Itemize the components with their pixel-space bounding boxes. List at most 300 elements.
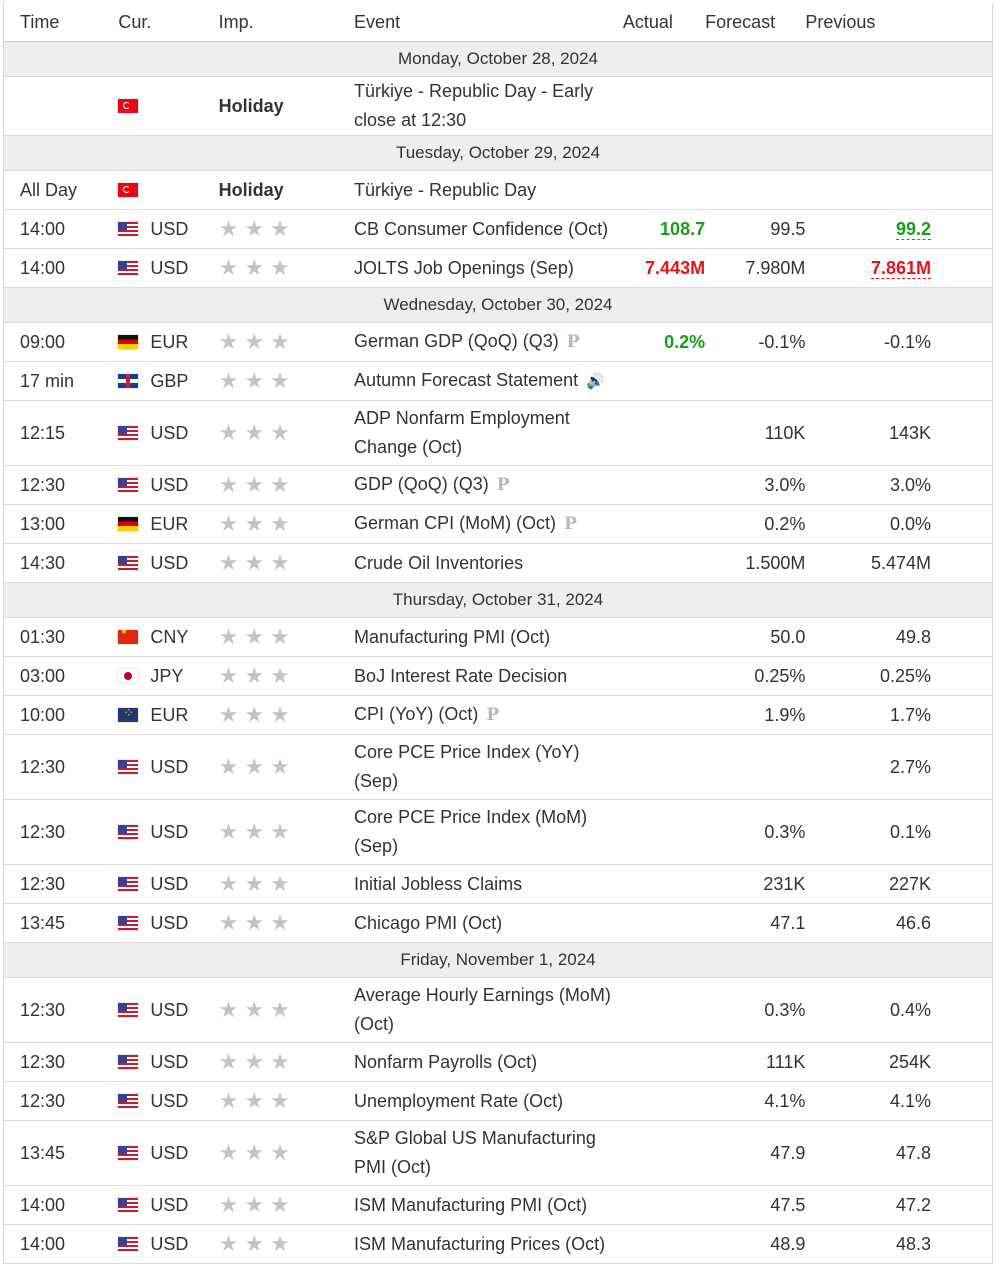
event-name[interactable] [354,662,623,691]
event-name-text[interactable]: Average Hourly Earnings (MoM) (Oct) [354,985,611,1034]
event-row[interactable] [4,544,993,583]
forecast-value: 47.9 [770,1142,806,1163]
forecast-value: 0.3% [764,821,806,842]
event-name[interactable] [354,366,623,396]
currency-wrap [118,332,218,353]
currency-code: USD [150,1194,189,1215]
event-name-text[interactable]: Manufacturing PMI (Oct) [354,626,551,647]
event-row[interactable] [4,323,993,362]
table-header-row [4,3,993,42]
currency-wrap [118,757,218,778]
event-name-text[interactable]: Unemployment Rate (Oct) [354,1090,564,1111]
event-name-cell[interactable] [354,618,623,657]
actual-cell [623,466,705,505]
event-name-cell[interactable] [354,171,623,210]
forecast-cell [705,544,805,583]
event-name-text[interactable]: Initial Jobless Claims [354,873,523,894]
event-currency-cell [118,1082,218,1121]
header-importance[interactable]: Imp. [219,3,354,42]
event-name-text[interactable]: CB Consumer Confidence (Oct) [354,218,609,239]
event-name[interactable] [354,909,623,938]
us-flag-icon [118,1003,138,1017]
previous-cell [805,1082,992,1121]
previous-value: 4.1% [889,1090,931,1111]
forecast-cell [705,904,805,943]
event-time: 12:30 [4,1082,119,1121]
actual-cell [623,362,705,401]
event-time: 17 min [4,362,119,401]
event-row[interactable] [4,171,993,210]
event-name-text[interactable]: Türkiye - Republic Day - Early close at 12:30 [354,81,594,130]
importance-stars-icon [219,362,354,401]
previous-cell [805,865,992,904]
previous-cell [805,800,992,865]
importance-stars-icon [219,978,354,1043]
event-name-text[interactable]: Nonfarm Payrolls (Oct) [354,1051,538,1072]
event-time: 12:15 [4,401,119,466]
event-name-text[interactable]: ADP Nonfarm Employment Change (Oct) [354,408,570,457]
previous-value: 7.861M [870,257,931,278]
importance-stars-icon [219,865,354,904]
currency-code: USD [150,873,189,894]
forecast-cell [705,171,805,210]
event-name-text[interactable]: BoJ Interest Rate Decision [354,665,568,686]
forecast-cell [705,249,805,288]
event-currency-cell [118,249,218,288]
previous-value: 143K [888,422,931,443]
previous-cell [805,362,992,401]
event-name-cell[interactable] [354,865,623,904]
header-time[interactable]: Time [4,3,119,42]
actual-cell [623,1043,705,1082]
us-flag-icon [118,478,138,492]
star-rating-icon: ★★★ [218,255,296,280]
event-name-cell[interactable] [354,362,623,401]
forecast-cell [705,696,805,735]
currency-wrap [118,475,218,496]
forecast-value: 111K [766,1051,806,1072]
forecast-value: 99.5 [770,218,806,239]
event-row[interactable] [4,505,993,544]
event-name-cell[interactable] [354,800,623,865]
previous-cell [805,210,992,249]
event-row[interactable] [4,1043,993,1082]
event-name-cell[interactable] [354,544,623,583]
importance-stars-icon [219,1225,354,1264]
header-previous[interactable]: Previous [805,3,992,42]
previous-value: 46.6 [895,912,931,933]
actual-cell [623,1225,705,1264]
forecast-value: 50.0 [770,626,806,647]
importance-stars-icon [219,1043,354,1082]
event-row[interactable] [4,696,993,735]
previous-cell [805,401,992,466]
previous-cell [805,1225,992,1264]
day-header-label: Tuesday, October 29, 2024 [4,136,993,171]
actual-cell [623,657,705,696]
importance-stars-icon [219,466,354,505]
forecast-cell [705,800,805,865]
event-name-cell[interactable] [354,1082,623,1121]
star-rating-icon: ★★★ [218,1192,296,1217]
actual-cell [623,1186,705,1225]
currency-code: EUR [150,331,189,352]
actual-cell [623,171,705,210]
event-currency-cell [118,362,218,401]
event-name-cell[interactable] [354,1225,623,1264]
forecast-cell [705,1043,805,1082]
previous-value: 99.2 [895,218,931,239]
forecast-cell [705,1082,805,1121]
event-name-text[interactable]: GDP (QoQ) (Q3) [354,474,489,494]
forecast-cell [705,618,805,657]
china-flag-icon [118,630,138,644]
day-header-row [4,583,993,618]
previous-cell [805,77,992,136]
currency-wrap [118,1052,218,1073]
star-rating-icon: ★★★ [218,702,296,727]
forecast-value: 48.9 [770,1233,806,1254]
previous-value: -0.1% [883,331,931,352]
actual-value: 108.7 [660,218,706,239]
event-time: 13:45 [4,904,119,943]
previous-value: 3.0% [889,474,931,495]
event-currency-cell [118,800,218,865]
importance-stars-icon [219,505,354,544]
event-name-text[interactable]: CPI (YoY) (Oct) [354,704,479,724]
event-name-cell[interactable] [354,1186,623,1225]
preliminary-icon: P [564,514,577,534]
event-name[interactable] [354,327,623,357]
importance-label: Holiday [219,171,354,210]
actual-cell [623,696,705,735]
currency-wrap [118,553,218,574]
event-time: 12:30 [4,735,119,800]
currency-code: USD [150,218,189,239]
actual-cell [623,800,705,865]
star-rating-icon: ★★★ [218,1231,296,1256]
event-name-text[interactable]: S&P Global US Manufacturing PMI (Oct) [354,1128,596,1177]
event-name-cell[interactable] [354,466,623,505]
event-currency-cell [118,171,218,210]
us-flag-icon [118,825,138,839]
event-name-text[interactable]: Core PCE Price Index (YoY) (Sep) [354,742,580,791]
event-time: 14:00 [4,210,119,249]
forecast-cell [705,77,805,136]
event-time: 09:00 [4,323,119,362]
star-rating-icon: ★★★ [218,1049,296,1074]
event-name[interactable] [354,1230,623,1259]
japan-flag-icon [118,669,138,683]
event-row[interactable] [4,362,993,401]
actual-cell [623,978,705,1043]
forecast-value: 1.500M [745,552,806,573]
currency-code: USD [150,552,189,573]
event-time: 14:00 [4,1225,119,1264]
event-name[interactable] [354,176,623,205]
event-currency-cell [118,505,218,544]
star-rating-icon: ★★★ [218,624,296,649]
event-name-cell[interactable] [354,210,623,249]
currency-wrap [118,705,218,726]
actual-cell [623,401,705,466]
currency-code: USD [150,474,189,495]
day-header-row [4,943,993,978]
importance-stars-icon [219,904,354,943]
forecast-cell [705,865,805,904]
preliminary-icon: P [566,332,580,352]
forecast-cell [705,735,805,800]
importance-stars-icon [219,657,354,696]
speaker-icon: 🔊 [586,373,605,390]
event-name[interactable] [354,549,623,578]
turkey-flag-icon [118,183,138,197]
importance-stars-icon [219,1082,354,1121]
event-name[interactable] [354,738,623,796]
event-name-cell[interactable] [354,1121,623,1186]
actual-value: 0.2% [664,331,706,352]
event-time: 14:30 [4,544,119,583]
event-name[interactable] [354,1124,623,1182]
event-time: 14:00 [4,1186,119,1225]
currency-code: USD [150,1233,189,1254]
event-row[interactable] [4,77,993,136]
event-currency-cell [118,77,218,136]
currency-wrap [118,822,218,843]
importance-stars-icon [219,735,354,800]
calendar-body [4,42,993,1264]
day-header-row [4,288,993,323]
event-name[interactable] [354,1087,623,1116]
event-name-text[interactable]: Core PCE Price Index (MoM) (Sep) [354,807,588,856]
previous-cell [805,505,992,544]
forecast-value: 7.980M [745,257,806,278]
currency-wrap [118,423,218,444]
forecast-cell [705,362,805,401]
currency-wrap [118,1000,218,1021]
forecast-value: 110K [764,422,806,443]
currency-code: EUR [150,704,189,725]
us-flag-icon [118,222,138,236]
previous-value: 0.4% [889,999,931,1020]
preliminary-icon: P [496,475,510,495]
us-flag-icon [118,426,138,440]
event-name[interactable] [354,77,623,135]
event-row[interactable] [4,1082,993,1121]
actual-cell [623,1121,705,1186]
previous-value: 47.8 [895,1142,931,1163]
event-row[interactable] [4,466,993,505]
importance-stars-icon [219,1121,354,1186]
previous-cell [805,696,992,735]
event-name[interactable] [354,404,623,462]
star-rating-icon: ★★★ [218,819,296,844]
forecast-cell [705,210,805,249]
event-name[interactable] [354,1048,623,1077]
event-name-text[interactable]: ISM Manufacturing PMI (Oct) [354,1194,588,1215]
event-currency-cell [118,401,218,466]
event-name-cell[interactable] [354,1043,623,1082]
event-name-cell[interactable] [354,505,623,544]
event-row[interactable] [4,1186,993,1225]
currency-wrap [118,1234,218,1255]
day-header-label: Friday, November 1, 2024 [4,943,993,978]
currency-code: USD [150,257,189,278]
event-name-text[interactable]: Türkiye - Republic Day [354,179,537,200]
event-currency-cell [118,1043,218,1082]
header-forecast[interactable]: Forecast [705,3,805,42]
event-row[interactable] [4,401,993,466]
event-name[interactable] [354,215,623,244]
event-row[interactable] [4,800,993,865]
currency-code: USD [150,422,189,443]
currency-code: CNY [150,626,189,647]
forecast-cell [705,978,805,1043]
actual-cell [623,904,705,943]
event-time: 13:45 [4,1121,119,1186]
event-row[interactable] [4,249,993,288]
event-name[interactable] [354,623,623,652]
event-currency-cell [118,904,218,943]
header-actual[interactable]: Actual [623,3,705,42]
currency-wrap [118,627,218,648]
event-name-text[interactable]: German CPI (MoM) (Oct) [354,513,557,533]
forecast-cell [705,1186,805,1225]
event-name-text[interactable]: Chicago PMI (Oct) [354,912,503,933]
event-name-cell[interactable] [354,735,623,800]
us-flag-icon [118,261,138,275]
event-name[interactable] [354,1191,623,1220]
event-time: 12:30 [4,466,119,505]
event-name-cell[interactable] [354,904,623,943]
germany-flag-icon [118,335,138,349]
event-row[interactable] [4,1225,993,1264]
currency-wrap [118,514,218,535]
event-name-cell[interactable] [354,978,623,1043]
star-rating-icon: ★★★ [218,550,296,575]
event-row[interactable] [4,210,993,249]
event-name[interactable] [354,509,623,539]
actual-cell [623,618,705,657]
event-row[interactable] [4,904,993,943]
previous-value: 2.7% [889,756,931,777]
currency-wrap [118,1091,218,1112]
event-name-cell[interactable] [354,657,623,696]
event-name[interactable] [354,470,623,500]
event-row[interactable] [4,657,993,696]
event-name-cell[interactable] [354,249,623,288]
star-rating-icon: ★★★ [218,910,296,935]
event-name-text[interactable]: Crude Oil Inventories [354,552,524,573]
previous-cell [805,544,992,583]
currency-wrap [118,913,218,934]
event-time: 10:00 [4,696,119,735]
event-row[interactable] [4,1121,993,1186]
event-name-text[interactable]: ISM Manufacturing Prices (Oct) [354,1233,606,1254]
previous-value: 48.3 [895,1233,931,1254]
day-header-label: Thursday, October 31, 2024 [4,583,993,618]
event-name-cell[interactable] [354,401,623,466]
star-rating-icon: ★★★ [218,871,296,896]
header-currency[interactable]: Cur. [118,3,218,42]
previous-cell [805,466,992,505]
star-rating-icon: ★★★ [218,1140,296,1165]
event-currency-cell [118,323,218,362]
star-rating-icon: ★★★ [218,663,296,688]
event-currency-cell [118,978,218,1043]
event-row[interactable] [4,865,993,904]
event-row[interactable] [4,978,993,1043]
uk-flag-icon [118,374,138,388]
forecast-value: 3.0% [764,474,806,495]
actual-cell [623,77,705,136]
previous-value: 227K [888,873,931,894]
forecast-cell [705,1121,805,1186]
event-name-text[interactable]: Autumn Forecast Statement [354,370,579,390]
event-currency-cell [118,466,218,505]
previous-cell [805,618,992,657]
event-name[interactable] [354,981,623,1039]
event-time: 12:30 [4,800,119,865]
star-rating-icon: ★★★ [218,329,296,354]
forecast-value: 47.1 [770,912,806,933]
importance-stars-icon [219,249,354,288]
star-rating-icon: ★★★ [218,472,296,497]
currency-code: USD [150,1090,189,1111]
event-name-text[interactable]: JOLTS Job Openings (Sep) [354,257,574,278]
us-flag-icon [118,1094,138,1108]
event-name-cell[interactable] [354,696,623,735]
currency-wrap [118,666,218,687]
importance-stars-icon [219,1186,354,1225]
event-currency-cell [118,1186,218,1225]
previous-cell [805,249,992,288]
forecast-value: 47.5 [770,1194,806,1215]
star-rating-icon: ★★★ [218,1088,296,1113]
importance-stars-icon [219,696,354,735]
event-name-cell[interactable] [354,323,623,362]
forecast-value: 1.9% [764,704,806,725]
event-row[interactable] [4,618,993,657]
event-currency-cell [118,1121,218,1186]
event-currency-cell [118,210,218,249]
event-currency-cell [118,735,218,800]
actual-cell [623,1082,705,1121]
us-flag-icon [118,877,138,891]
event-name[interactable] [354,870,623,899]
event-name[interactable] [354,254,623,283]
currency-wrap [118,1195,218,1216]
day-header-row [4,42,993,77]
event-currency-cell [118,696,218,735]
event-name[interactable] [354,803,623,861]
event-row[interactable] [4,735,993,800]
event-name-text[interactable]: German GDP (QoQ) (Q3) [354,331,559,351]
previous-value: 254K [888,1051,931,1072]
event-name[interactable] [354,700,623,730]
forecast-cell [705,505,805,544]
previous-value: 0.0% [889,513,931,534]
previous-cell [805,978,992,1043]
event-name-cell[interactable] [354,77,623,136]
header-event[interactable]: Event [354,3,623,42]
forecast-cell [705,401,805,466]
event-time: All Day [4,171,119,210]
event-time: 12:30 [4,978,119,1043]
actual-cell [623,323,705,362]
actual-cell [623,735,705,800]
us-flag-icon [118,1055,138,1069]
